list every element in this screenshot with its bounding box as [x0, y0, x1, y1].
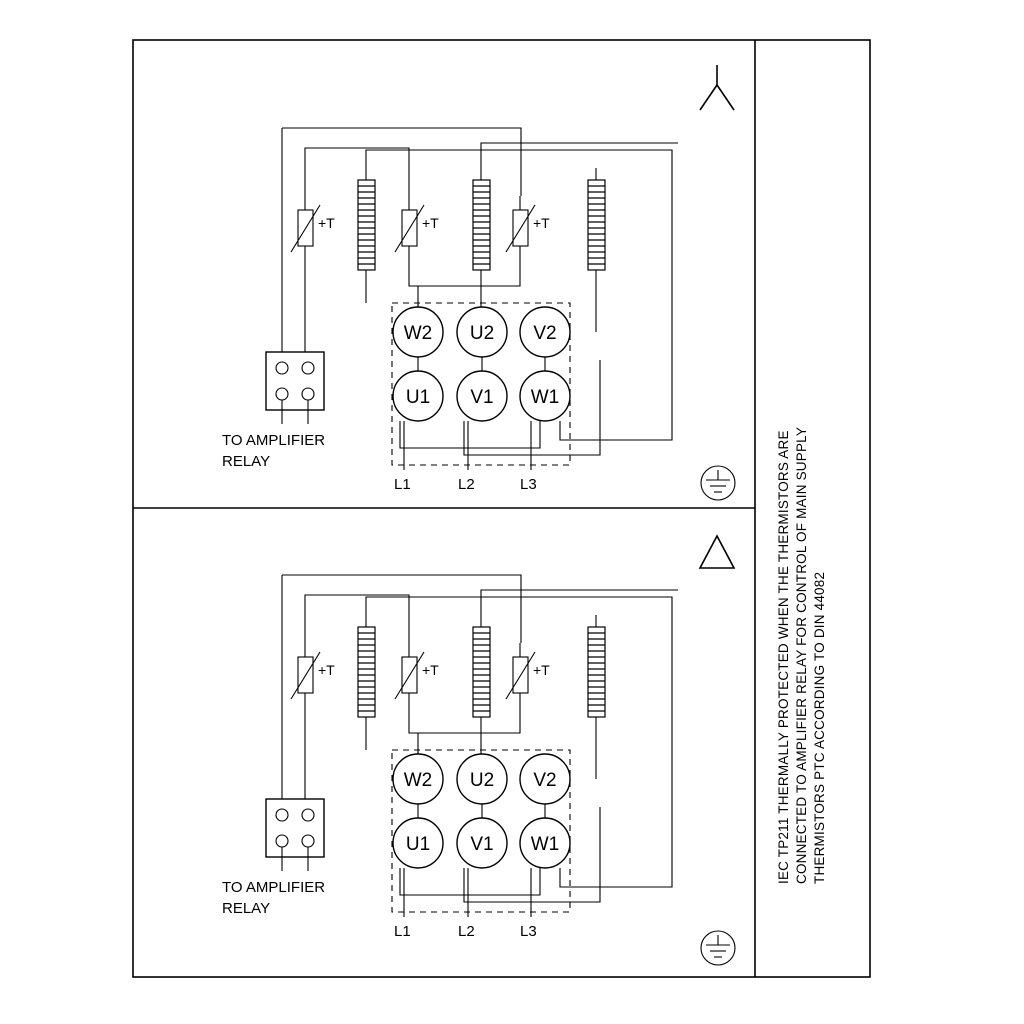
terminal-label-u2-delta: U2: [469, 770, 495, 791]
winding-coil-1-star: [358, 180, 375, 270]
amplifier-terminal-block-star: [266, 352, 324, 424]
amplifier-label-line1-star: TO AMPLIFIER: [222, 432, 326, 449]
terminal-label-w1-delta: W1: [530, 834, 560, 855]
panel-delta: [222, 536, 735, 965]
thermistor-3-star: [506, 196, 550, 262]
thermistor-label-1-star: +T: [318, 215, 335, 231]
thermistor-label-3-delta: +T: [533, 662, 550, 678]
side-note-line2: CONNECTED TO AMPLIFIER RELAY FOR CONTROL OF MAIN SUPPLY: [794, 426, 809, 884]
terminal-label-u2-star: U2: [469, 323, 495, 344]
supply-label-l1-delta: L1: [394, 923, 411, 940]
thermistor-label-3-star: +T: [533, 215, 550, 231]
terminal-label-v1-delta: V1: [470, 834, 494, 855]
amplifier-terminal-block-delta: [266, 799, 324, 871]
thermistor-label-2-star: +T: [422, 215, 439, 231]
supply-label-l2-delta: L2: [458, 923, 475, 940]
thermistor-1-star: [291, 196, 335, 262]
side-note-line1: IEC TP211 THERMALLY PROTECTED WHEN THE THERMISTORS ARE: [776, 430, 791, 884]
supply-label-l3-delta: L3: [520, 923, 537, 940]
terminals-bottom-star: [393, 371, 570, 421]
terminal-label-w2-star: W2: [403, 323, 433, 344]
terminal-label-v2-star: V2: [533, 323, 557, 344]
thermistor-2-delta: [395, 643, 439, 709]
earth-ground-symbol-star: [701, 466, 735, 500]
supply-label-l1-star: L1: [394, 476, 411, 493]
terminals-top-delta: [393, 754, 570, 804]
terminal-label-v1-star: V1: [470, 387, 494, 408]
terminal-label-u1-star: U1: [405, 387, 431, 408]
terminals-bottom-delta: [393, 818, 570, 868]
amplifier-label-line2-star: RELAY: [222, 453, 271, 470]
star-connection-symbol: [700, 65, 734, 110]
winding-coil-3-star: [588, 180, 605, 270]
winding-coil-3-delta: [588, 627, 605, 717]
amplifier-label-line2-delta: RELAY: [222, 900, 271, 917]
thermistor-label-2-delta: +T: [422, 662, 439, 678]
side-note: [776, 427, 827, 884]
delta-connection-symbol: [700, 536, 734, 568]
terminal-label-v2-delta: V2: [533, 770, 557, 791]
terminal-label-w2-delta: W2: [403, 770, 433, 791]
panel-star: [222, 65, 735, 500]
amplifier-label-line1-delta: TO AMPLIFIER: [222, 879, 326, 896]
supply-label-l3-star: L3: [520, 476, 537, 493]
winding-coil-2-delta: [473, 627, 490, 717]
winding-coil-2-star: [473, 180, 490, 270]
earth-ground-symbol-delta: [701, 931, 735, 965]
thermistor-2-star: [395, 196, 439, 262]
terminal-label-w1-star: W1: [530, 387, 560, 408]
winding-coil-1-delta: [358, 627, 375, 717]
side-note-line3: THERMISTORS PTC ACCORDING TO DIN 44082: [812, 571, 827, 884]
supply-label-l2-star: L2: [458, 476, 475, 493]
thermistor-label-1-delta: +T: [318, 662, 335, 678]
terminals-top-star: [393, 307, 570, 357]
terminal-label-u1-delta: U1: [405, 834, 431, 855]
thermistor-1-delta: [291, 643, 335, 709]
thermistor-3-delta: [506, 643, 550, 709]
